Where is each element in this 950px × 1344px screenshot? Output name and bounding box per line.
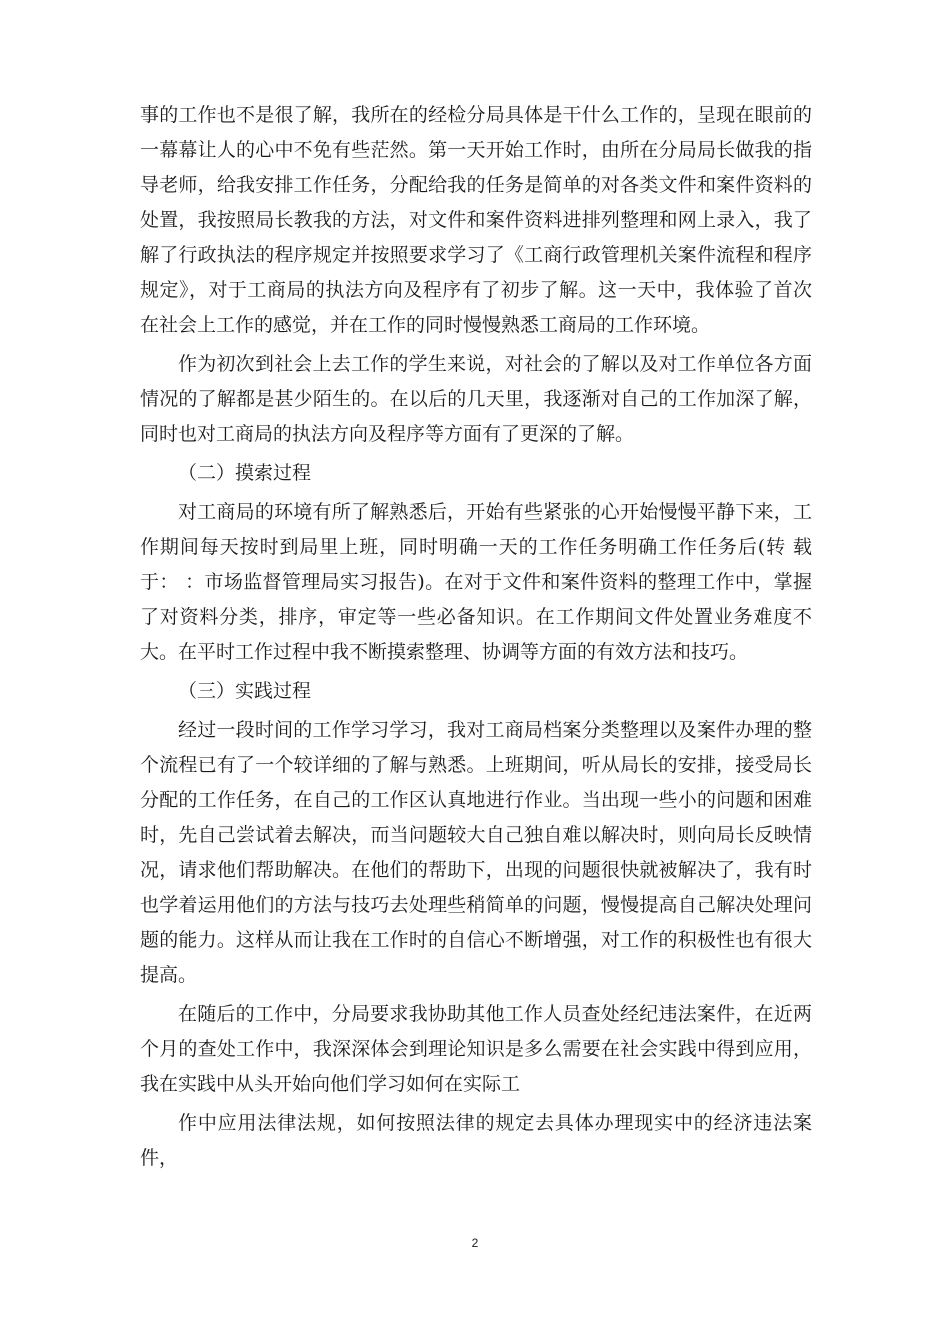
paragraph: 作为初次到社会上去工作的学生来说，对社会的了解以及对工作单位各方面情况的了解都是甚少陌生的。在以后的几天里，我逐渐对自己的工作加深了解，同时也对工商局的执法方向及程序等方面有了更深的了解。 [140,353,812,445]
paragraph-continuation: 事的工作也不是很了解，我所在的经检分局具体是干什么工作的，呈现在眼前的一幕幕让人的心中不免有些茫然。第一天开始工作时，由所在分局局长做我的指导老师，给我安排工作任务，分配给我的任务是简单的对各类文件和案件资料的处置，我按照局长教我的方法，对文件和案件资料进排列整理和网上录入，我了解了行政执法的程序规定并按照要求学习了《工商行政管理机关案件流程和程序规定》，对于工商局的执法方向及程序有了初步了解。这一天中，我体验了首次在社会上工作的感觉，并在工作的同时慢慢熟悉工商局的工作环境。 [140,104,812,336]
page-number: 2 [471,1236,479,1250]
document-body [140,98,812,1180]
paragraph: 经过一段时间的工作学习学习，我对工商局档案分类整理以及案件办理的整个流程已有了一个较详细的了解与熟悉。上班期间，听从局长的安排，接受局长分配的工作任务，在自己的工作区认真地进行作业。当出现一些小的问题和困难时，先自己尝试着去解决，而当问题较大自己独自难以解决时，则向局长反映情况，请求他们帮助解决。在他们的帮助下，出现的问题很快就被解决了，我有时也学着运用他们的方法与技巧去处理些稍简单的问题，慢慢提高自己解决处理问题的能力。这样从而让我在工作时的自信心不断增强，对工作的积极性也有很大提高。 [140,719,812,986]
paragraph: 对工商局的环境有所了解熟悉后，开始有些紧张的心开始慢慢平静下来，工作期间每天按时到局里上班，同时明确一天的工作任务明确工作任务后(转 载 于： ：市场监督管理局实习报告)。在对于文件和案件资料的整理工作中，掌握了对资料分类，排序，审定等一些必备知识。在工作期间文件处置业务难度不大。在平时工作过程中我不断摸索整理、协调等方面的有效方法和技巧。 [140,501,812,663]
paragraph: 在随后的工作中，分局要求我协助其他工作人员查处经纪违法案件，在近两个月的查处工作中，我深深体会到理论知识是多么需要在社会实践中得到应用，我在实践中从头开始向他们学习如何在实际工 [140,1003,812,1095]
paragraph: 作中应用法律法规，如何按照法律的规定去具体办理现实中的经济违法案件， [140,1112,812,1169]
section-heading-practice: （三）实践过程 [178,680,312,702]
section-heading-exploration: （二）摸索过程 [178,462,312,484]
